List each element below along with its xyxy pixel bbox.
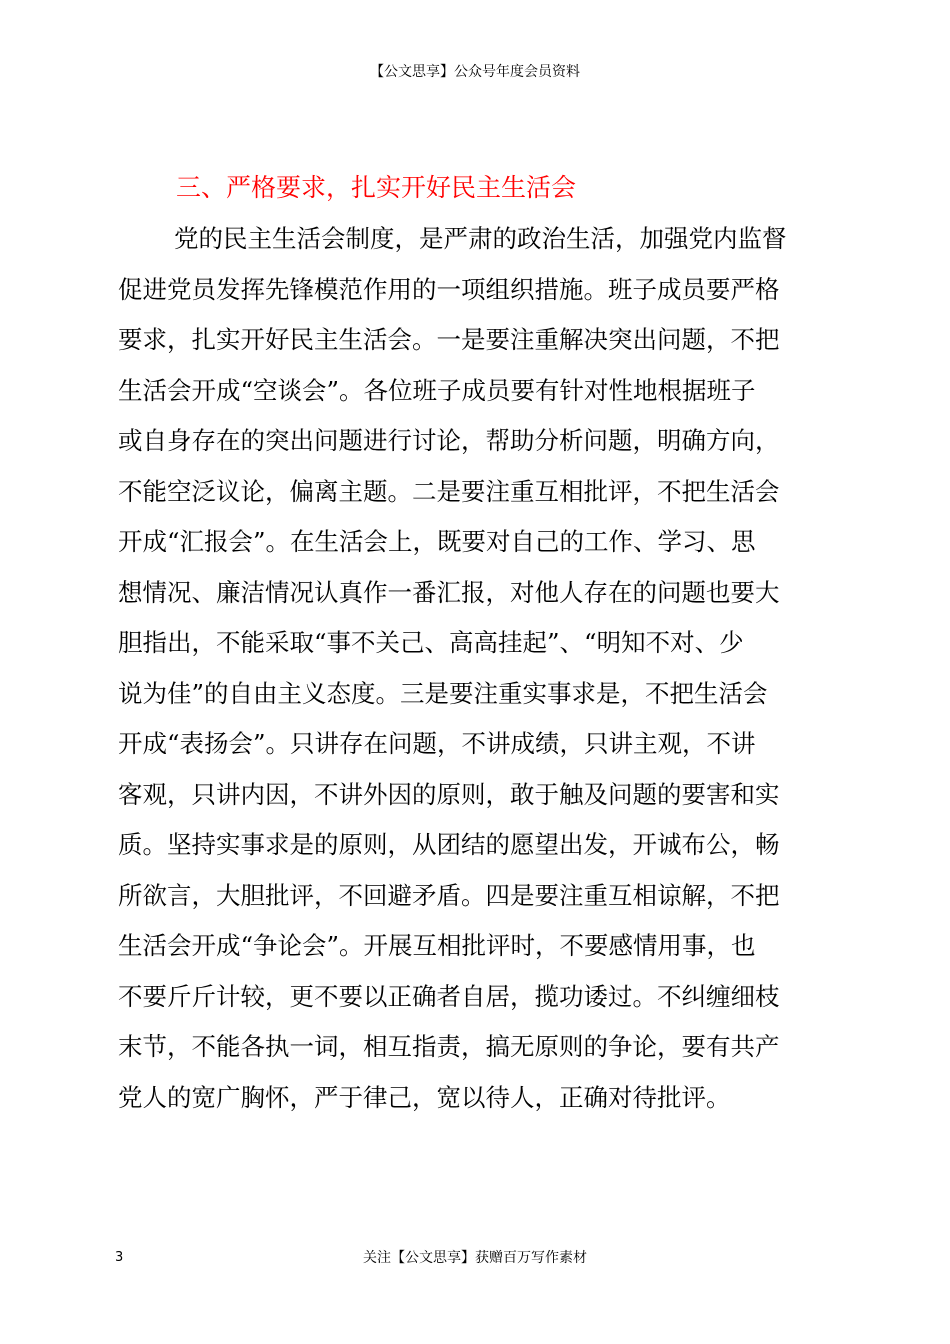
- paragraph-line: 或自身存在的突出问题进行讨论，帮助分析问题，明确方向，: [118, 426, 780, 455]
- page-number: 3: [115, 1250, 124, 1265]
- paragraph-line: 要求，扎实开好民主生活会。一是要注重解决突出问题，不把: [118, 325, 780, 354]
- paragraph-line: 客观，只讲内因，不讲外因的原则，敢于触及问题的要害和实: [118, 779, 780, 809]
- paragraph-line: 所欲言，大胆批评，不回避矛盾。四是要注重互相谅解，不把: [118, 880, 780, 910]
- paragraph-line: 促进党员发挥先锋模范作用的一项组织措施。班子成员要严格: [118, 274, 780, 304]
- paragraph-line: 开成“汇报会”。在生活会上，既要对自己的工作、学习、思: [118, 527, 756, 556]
- paragraph-line: 说为佳”的自由主义态度。三是要注重实事求是，不把生活会: [118, 678, 768, 708]
- section-heading: 三、严格要求，扎实开好民主生活会: [176, 173, 577, 202]
- paragraph-line: 胆指出，不能采取“事不关己、高高挂起”、“明知不对、少: [118, 628, 744, 657]
- paragraph-line: 想情况、廉洁情况认真作一番汇报，对他人存在的问题也要大: [118, 577, 780, 607]
- paragraph-line: 党的民主生活会制度，是严肃的政治生活，加强党内监督: [174, 224, 787, 253]
- paragraph-line: 末节，不能各执一词，相互指责，搞无原则的争论，要有共产: [118, 1032, 780, 1061]
- paragraph-line: 质。坚持实事求是的原则，从团结的愿望出发，开诚布公，畅: [118, 830, 780, 859]
- paragraph-line: 不能空泛议论，偏离主题。二是要注重互相批评，不把生活会: [118, 476, 780, 506]
- page-footer: 关注【公文思享】获赠百万写作素材: [363, 1250, 587, 1266]
- page-header: 【公文思享】公众号年度会员资料: [370, 64, 580, 80]
- paragraph-line: 生活会开成“争论会”。开展互相批评时，不要感情用事，也: [118, 931, 756, 960]
- paragraph-line: 不要斤斤计较，更不要以正确者自居，揽功诿过。不纠缠细枝: [118, 981, 780, 1011]
- paragraph-line: 党人的宽广胸怀，严于律己，宽以待人，正确对待批评。: [118, 1082, 731, 1112]
- paragraph-line: 开成“表扬会”。只讲存在问题，不讲成绩，只讲主观，不讲: [118, 729, 756, 758]
- paragraph-line: 生活会开成“空谈会”。各位班子成员要有针对性地根据班子: [118, 375, 756, 405]
- body-paragraph: [118, 214, 838, 1123]
